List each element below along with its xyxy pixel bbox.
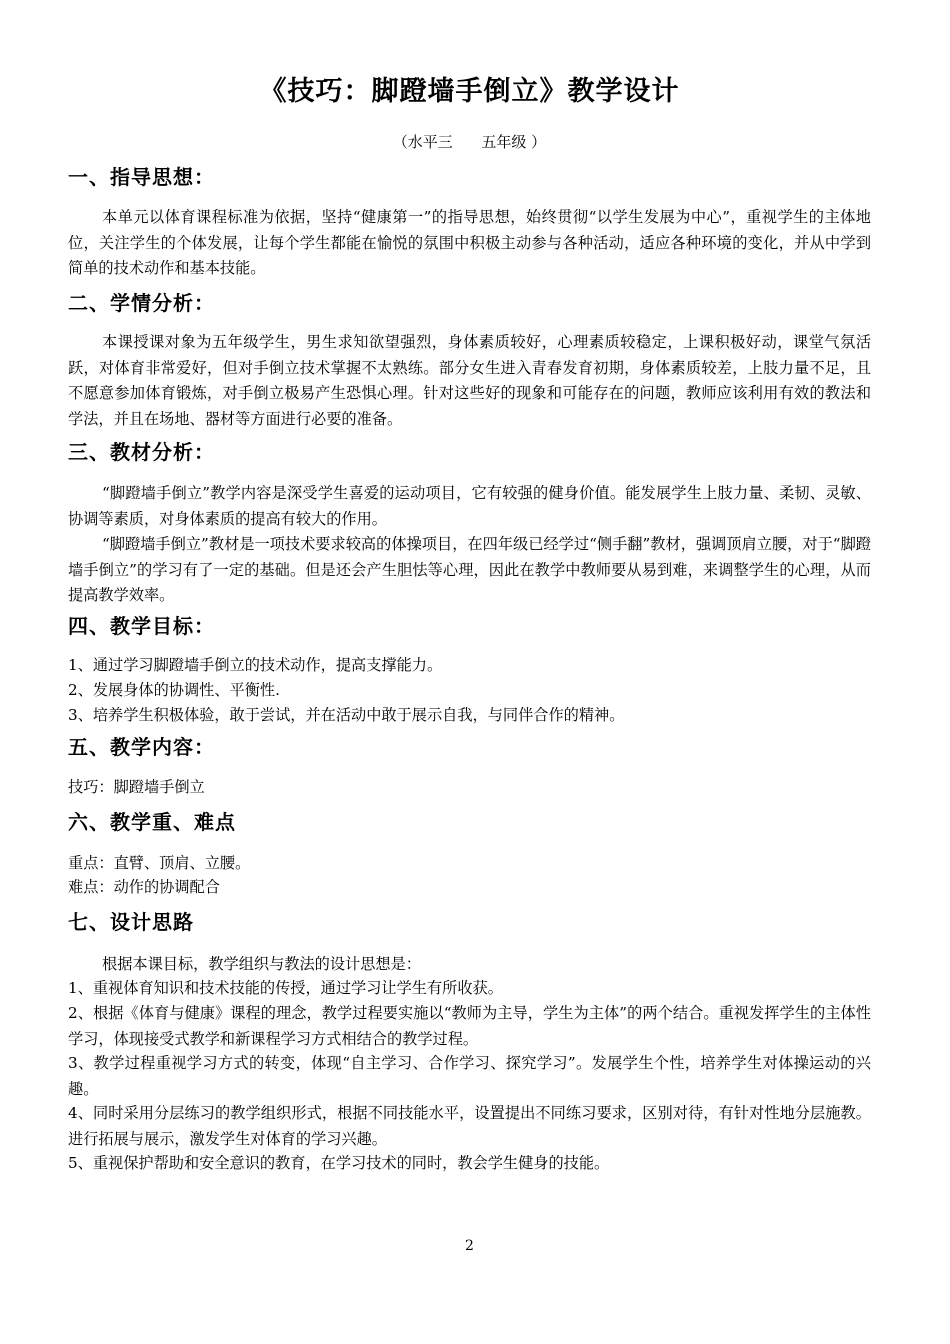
- list-item: 2、根据《体育与健康》课程的理念，教学过程要实施以“教师为主导，学生为主体”的两个结合。重视发挥学生的主体性学习，体现接受式教学和新课程学习方式相结合的教学过程。: [68, 1004, 871, 1048]
- section-heading-key-difficult-points: 六、教学重、难点: [68, 810, 236, 834]
- list-item: 难点：动作的协调配合: [68, 878, 220, 896]
- section-heading-guiding-ideology: 一、指导思想：: [68, 165, 215, 189]
- list-item: 技巧：脚蹬墙手倒立: [68, 778, 205, 796]
- list-item: 重点：直臂、顶肩、立腰。: [68, 854, 251, 872]
- document-page: [68, 0, 871, 1344]
- list-item: 2、发展身体的协调性、平衡性.: [68, 681, 280, 699]
- list-item: 3、教学过程重视学习方式的转变，体现“自主学习、合作学习、探究学习”。发展学生个性，培养学生对体操运动的兴趣。: [68, 1054, 871, 1098]
- document-title: 《技巧：脚蹬墙手倒立》教学设计: [259, 76, 680, 107]
- list-item: 4、同时采用分层练习的教学组织形式，根据不同技能水平，设置提出不同练习要求，区别对待，有针对性地分层施教。进行拓展与展示，激发学生对体育的学习兴趣。: [68, 1104, 871, 1148]
- list-item: 1、通过学习脚蹬墙手倒立的技术动作，提高支撑能力。: [68, 656, 443, 674]
- section-paragraph: 本单元以体育课程标准为依据，坚持“健康第一”的指导思想，始终贯彻“以学生发展为中心”，重视学生的主体地位，关注学生的个体发展，让每个学生都能在愉悦的氛围中积极主动参与各种活动，适应各种环境的变化，并从中学到简单的技术动作和基本技能。: [68, 208, 871, 277]
- section-intro: 根据本课目标，教学组织与教法的设计思想是：: [102, 955, 421, 973]
- section-paragraph: “脚蹬墙手倒立”教学内容是深受学生喜爱的运动项目，它有较强的健身价值。能发展学生上肢力量、柔韧、灵敏、协调等素质，对身体素质的提高有较大的作用。: [68, 484, 871, 528]
- section-paragraph: “脚蹬墙手倒立”教材是一项技术要求较高的体操项目，在四年级已经学过“侧手翻”教材，强调顶肩立腰，对于“脚蹬墙手倒立”的学习有了一定的基础。但是还会产生胆怯等心理，因此在教学中教师要从易到难，来调整学生的心理，从而提高教学效率。: [68, 535, 871, 604]
- section-paragraph: 本课授课对象为五年级学生，男生求知欲望强烈，身体素质较好，心理素质较稳定，上课积极好动，课堂气氛活跃，对体育非常爱好，但对手倒立技术掌握不太熟练。部分女生进入青春发育初期，身体素质较差，上肢力量不足，且不愿意参加体育锻炼，对手倒立极易产生恐惧心理。针对这些好的现象和可能存在的问题，教师应该利用有效的教法和学法，并且在场地、器材等方面进行必要的准备。: [68, 333, 871, 428]
- document-subtitle: （水平三 五年级 ）: [392, 133, 547, 151]
- section-heading-teaching-objectives: 四、教学目标：: [68, 614, 215, 638]
- list-item: 3、培养学生积极体验，敢于尝试，并在活动中敢于展示自我，与同伴合作的精神。: [68, 706, 625, 724]
- list-item: 1、重视体育知识和技术技能的传授，通过学习让学生有所收获。: [68, 979, 503, 997]
- section-heading-material-analysis: 三、教材分析：: [68, 440, 215, 464]
- page-number: 2: [465, 1238, 474, 1254]
- section-heading-teaching-content: 五、教学内容：: [68, 735, 215, 759]
- section-heading-student-analysis: 二、学情分析：: [68, 291, 215, 315]
- section-heading-design-ideas: 七、设计思路: [68, 910, 194, 934]
- list-item: 5、重视保护帮助和安全意识的教育，在学习技术的同时，教会学生健身的技能。: [68, 1154, 610, 1172]
